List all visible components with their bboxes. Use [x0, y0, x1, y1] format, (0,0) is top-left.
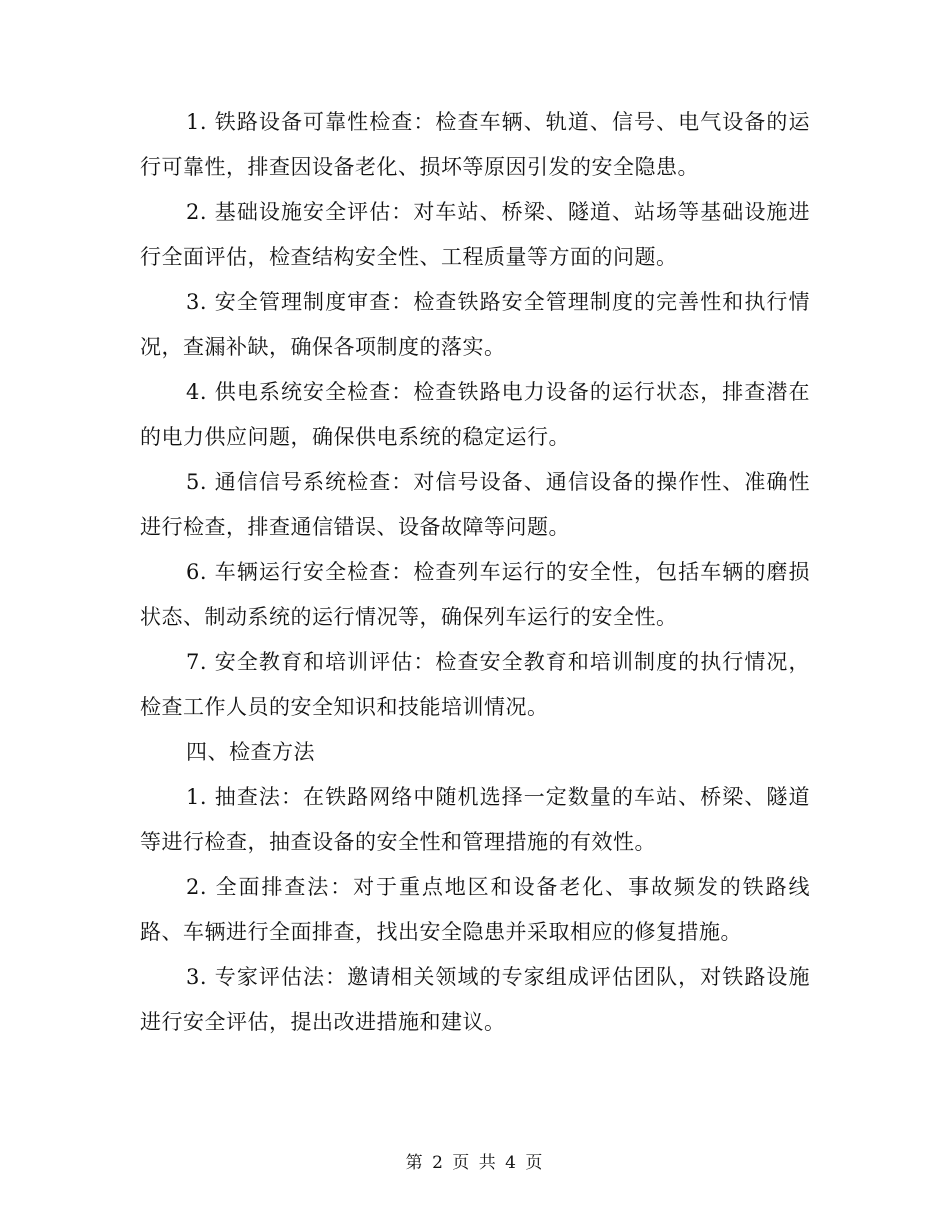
method-paragraph-2: 2. 全面排查法：对于重点地区和设备老化、事故频发的铁路线路、车辆进行全面排查，找出安全隐患并采取相应的修复措施。: [140, 875, 810, 944]
method-paragraph-3: 3. 专家评估法：邀请相关领域的专家组成评估团队，对铁路设施进行安全评估，提出改进措施和建议。: [140, 965, 810, 1034]
paragraph-item-1: 1. 铁路设备可靠性检查：检查车辆、轨道、信号、电气设备的运行可靠性，排查因设备老化、损坏等原因引发的安全隐患。: [140, 110, 810, 179]
paragraph-item-3: 3. 安全管理制度审查：检查铁路安全管理制度的完善性和执行情况，查漏补缺，确保各项制度的落实。: [140, 290, 810, 359]
method-paragraph-1: 1. 抽查法：在铁路网络中随机选择一定数量的车站、桥梁、隧道等进行检查，抽查设备的安全性和管理措施的有效性。: [140, 785, 810, 854]
document-body: [140, 100, 810, 1045]
paragraph-item-6: 6. 车辆运行安全检查：检查列车运行的安全性，包括车辆的磨损状态、制动系统的运行情况等，确保列车运行的安全性。: [140, 560, 810, 629]
page-footer: 第 2 页 共 4 页: [405, 1153, 545, 1173]
paragraph-item-7: 7. 安全教育和培训评估：检查安全教育和培训制度的执行情况，检查工作人员的安全知识和技能培训情况。: [140, 650, 810, 719]
paragraph-item-2: 2. 基础设施安全评估：对车站、桥梁、隧道、站场等基础设施进行全面评估，检查结构安全性、工程质量等方面的问题。: [140, 200, 810, 269]
section-heading: 四、检查方法: [186, 740, 315, 764]
paragraph-item-4: 4. 供电系统安全检查：检查铁路电力设备的运行状态，排查潜在的电力供应问题，确保供电系统的稳定运行。: [140, 380, 810, 449]
paragraph-item-5: 5. 通信信号系统检查：对信号设备、通信设备的操作性、准确性进行检查，排查通信错误、设备故障等问题。: [140, 470, 810, 539]
